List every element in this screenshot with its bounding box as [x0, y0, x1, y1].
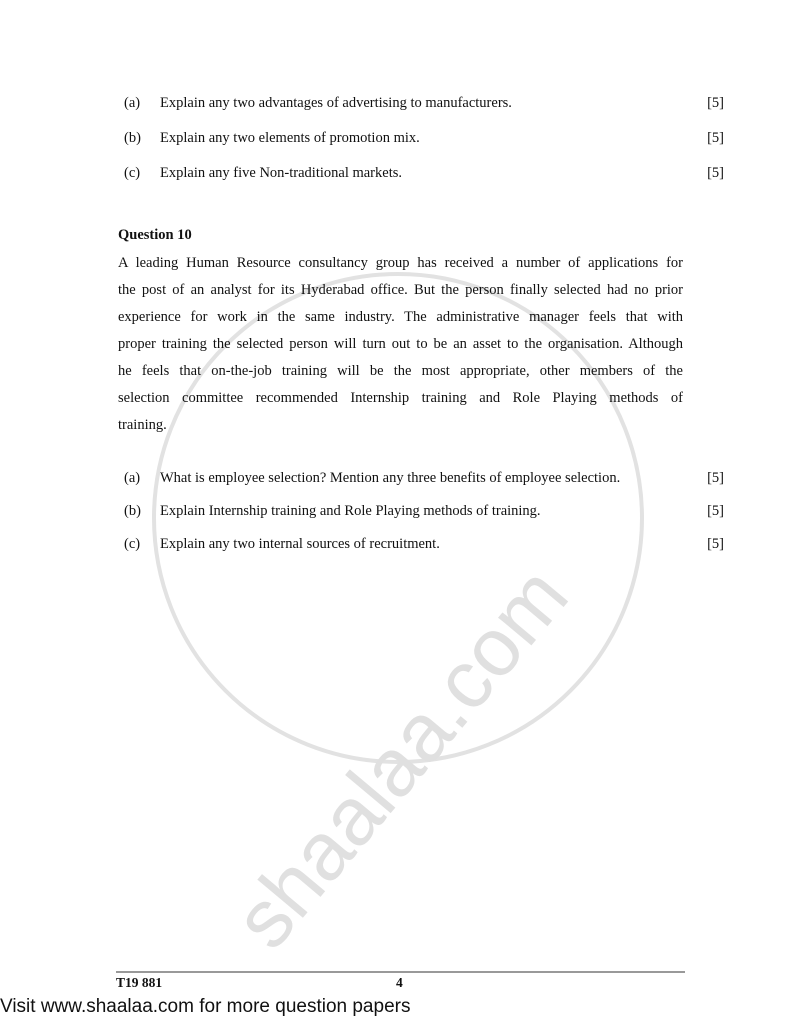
paragraph-line: experience for work in the same industry. The administrative manager feels that with — [118, 309, 683, 325]
paragraph-line: proper training the selected person will turn out to be an asset to the organisation. Although — [118, 336, 683, 352]
question-label: (c) — [124, 165, 141, 181]
page-number: 4 — [396, 975, 403, 990]
paragraph-line: training. — [118, 417, 167, 433]
footer-rule — [116, 971, 685, 973]
paragraph-line: A leading Human Resource consultancy group has received a number of applications for — [118, 255, 683, 271]
question-marks: [5] — [707, 536, 724, 552]
question-marks: [5] — [707, 165, 724, 181]
question-label: (b) — [124, 130, 141, 146]
question-text: What is employee selection? Mention any three benefits of employee selection. — [160, 470, 621, 486]
promo-banner: Visit www.shaalaa.com for more question papers — [0, 996, 411, 1017]
question-label: (c) — [124, 536, 141, 552]
question-marks: [5] — [707, 95, 724, 111]
question-item — [124, 130, 724, 150]
question-item — [124, 536, 724, 556]
question-item — [124, 503, 724, 523]
question-text: Explain any two internal sources of recruitment. — [160, 536, 440, 552]
question-item — [124, 470, 724, 490]
question-label: (a) — [124, 95, 141, 111]
question-text: Explain any five Non-traditional markets. — [160, 165, 402, 181]
paragraph-line: selection committee recommended Internship training and Role Playing methods of — [118, 390, 683, 406]
question-item — [124, 165, 724, 185]
question-label: (a) — [124, 470, 141, 486]
question-marks: [5] — [707, 503, 724, 519]
question-text: Explain any two elements of promotion mix. — [160, 130, 420, 146]
watermark-text: shaalaa.com — [216, 550, 586, 966]
paragraph-line: he feels that on-the-job training will be the most appropriate, other members of the — [118, 363, 683, 379]
question-text: Explain Internship training and Role Playing methods of training. — [160, 503, 541, 519]
question-item — [124, 95, 724, 115]
question-marks: [5] — [707, 130, 724, 146]
case-paragraph — [118, 253, 683, 442]
question-marks: [5] — [707, 470, 724, 486]
question-title: Question 10 — [118, 227, 192, 243]
paragraph-line: the post of an analyst for its Hyderabad office. But the person finally selected had no prior — [118, 282, 683, 298]
question-label: (b) — [124, 503, 141, 519]
paper-code: T19 881 — [116, 975, 163, 990]
question-text: Explain any two advantages of advertising to manufacturers. — [160, 95, 512, 111]
